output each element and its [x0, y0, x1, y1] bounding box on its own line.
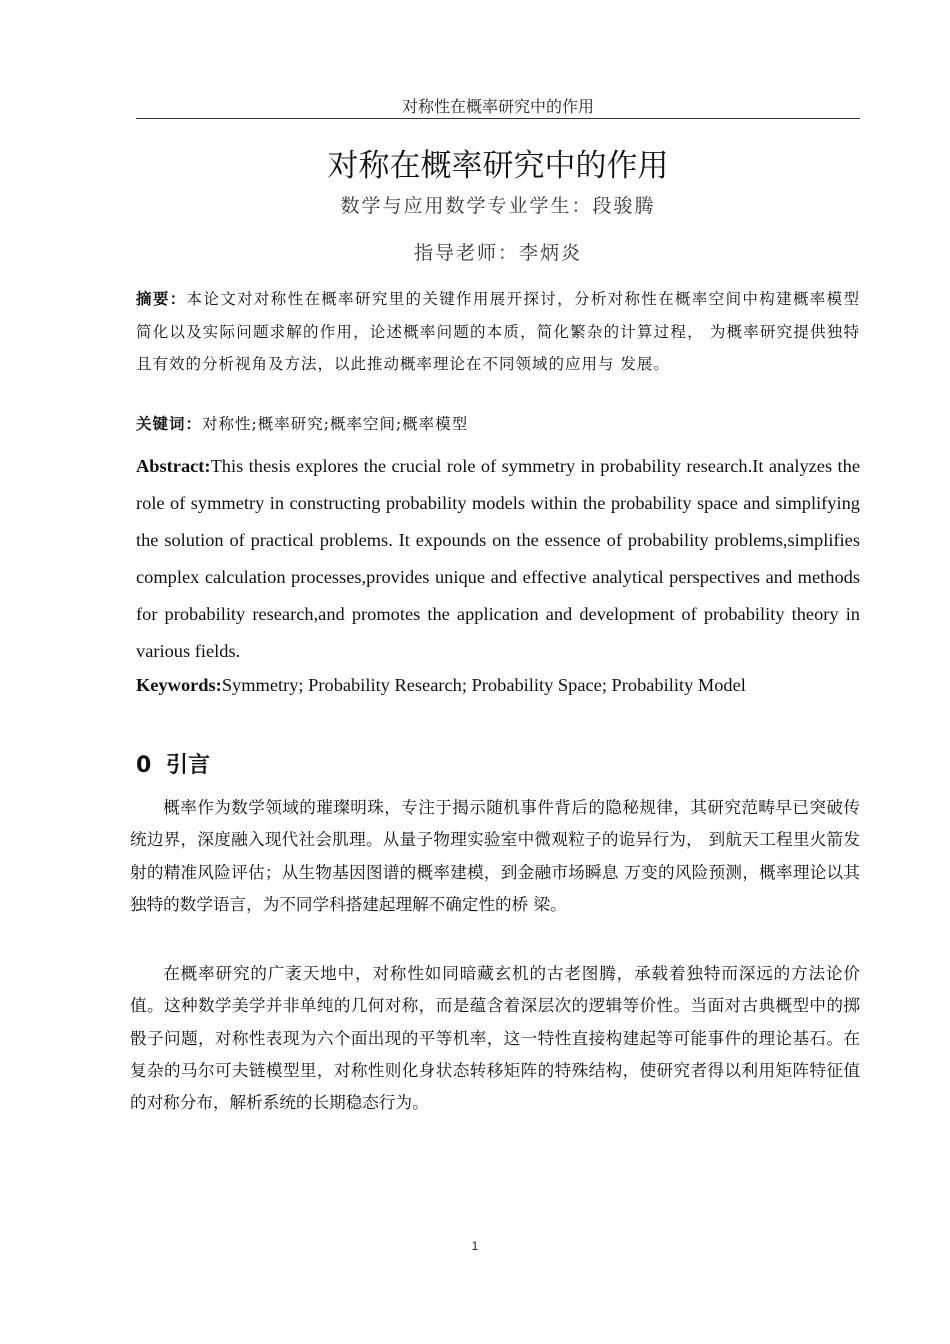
running-header: 对称性在概率研究中的作用: [401, 97, 594, 116]
chinese-keywords: [136, 411, 860, 437]
page-number: 1: [471, 1239, 479, 1253]
english-abstract-label: Abstract:: [136, 456, 211, 476]
header-rule: [136, 118, 860, 119]
paper-title: 对称在概率研究中的作用: [327, 148, 669, 184]
section-heading: [136, 748, 210, 779]
english-keywords: [136, 671, 860, 699]
chinese-abstract: [136, 283, 860, 381]
chinese-keywords-text: 对称性;概率研究;概率空间;概率模型: [202, 415, 469, 433]
section-title: 引言: [166, 753, 211, 778]
section-number: 0: [136, 753, 152, 778]
english-abstract-text: This thesis explores the crucial role of symmetry in probability research.It analyzes the role of symmetry in constructing probability models within the probability space and simplifying the solution of practical problems. It expounds on the essence of probability problems,simplifies complex calculation processes,provides unique and effective analytical perspectives and methods for probability research,and promotes the application and development of probability theory in various fields.: [136, 456, 860, 661]
chinese-abstract-text: 本论文对对称性在概率研究里的关键作用展开探讨，分析对称性在概率空间中构建概率模型简化以及实际问题求解的作用，论述概率问题的本质，简化繁杂的计算过程， 为概率研究提供独特且有效的分析视角及方法，以此推动概率理论在不同领域的应用与 发展。: [136, 290, 860, 373]
english-keywords-label: Keywords:: [136, 675, 222, 695]
body-paragraph: 概率作为数学领域的璀璨明珠，专注于揭示随机事件背后的隐秘规律，其研究范畴早已突破传统边界，深度融入现代社会肌理。从量子物理实验室中微观粒子的诡异行为， 到航天工程里火箭发射的精准风险评估；从生物基因图谱的概率建模，到金融市场瞬息 万变的风险预测，概率理论以其独特的数学语言，为不同学科搭建起理解不确定性的桥 梁。: [130, 798, 860, 914]
body-paragraph: 在概率研究的广袤天地中，对称性如同暗藏玄机的古老图腾，承载着独特而深远的方法论价值。这种数学美学并非单纯的几何对称，而是蕴含着深层次的逻辑等价性。当面对古典概型中的掷骰子问题，对称性表现为六个面出现的平等机率，这一特性直接构建起等可能事件的理论基石。在复杂的马尔可夫链模型里，对称性则化身状态转移矩阵的特殊结构，使研究者得以利用矩阵特征值的对称分布，解析系统的长期稳态行为。: [130, 964, 860, 1113]
english-abstract: [136, 448, 860, 670]
english-keywords-text: Symmetry; Probability Research; Probability Space; Probability Model: [221, 675, 746, 695]
chinese-abstract-label: 摘要：: [136, 289, 187, 308]
advisor-line: 指导老师：李炳炎: [413, 242, 582, 264]
author-line: 数学与应用数学专业学生：段骏腾: [340, 195, 656, 217]
chinese-keywords-label: 关键词：: [136, 414, 203, 433]
